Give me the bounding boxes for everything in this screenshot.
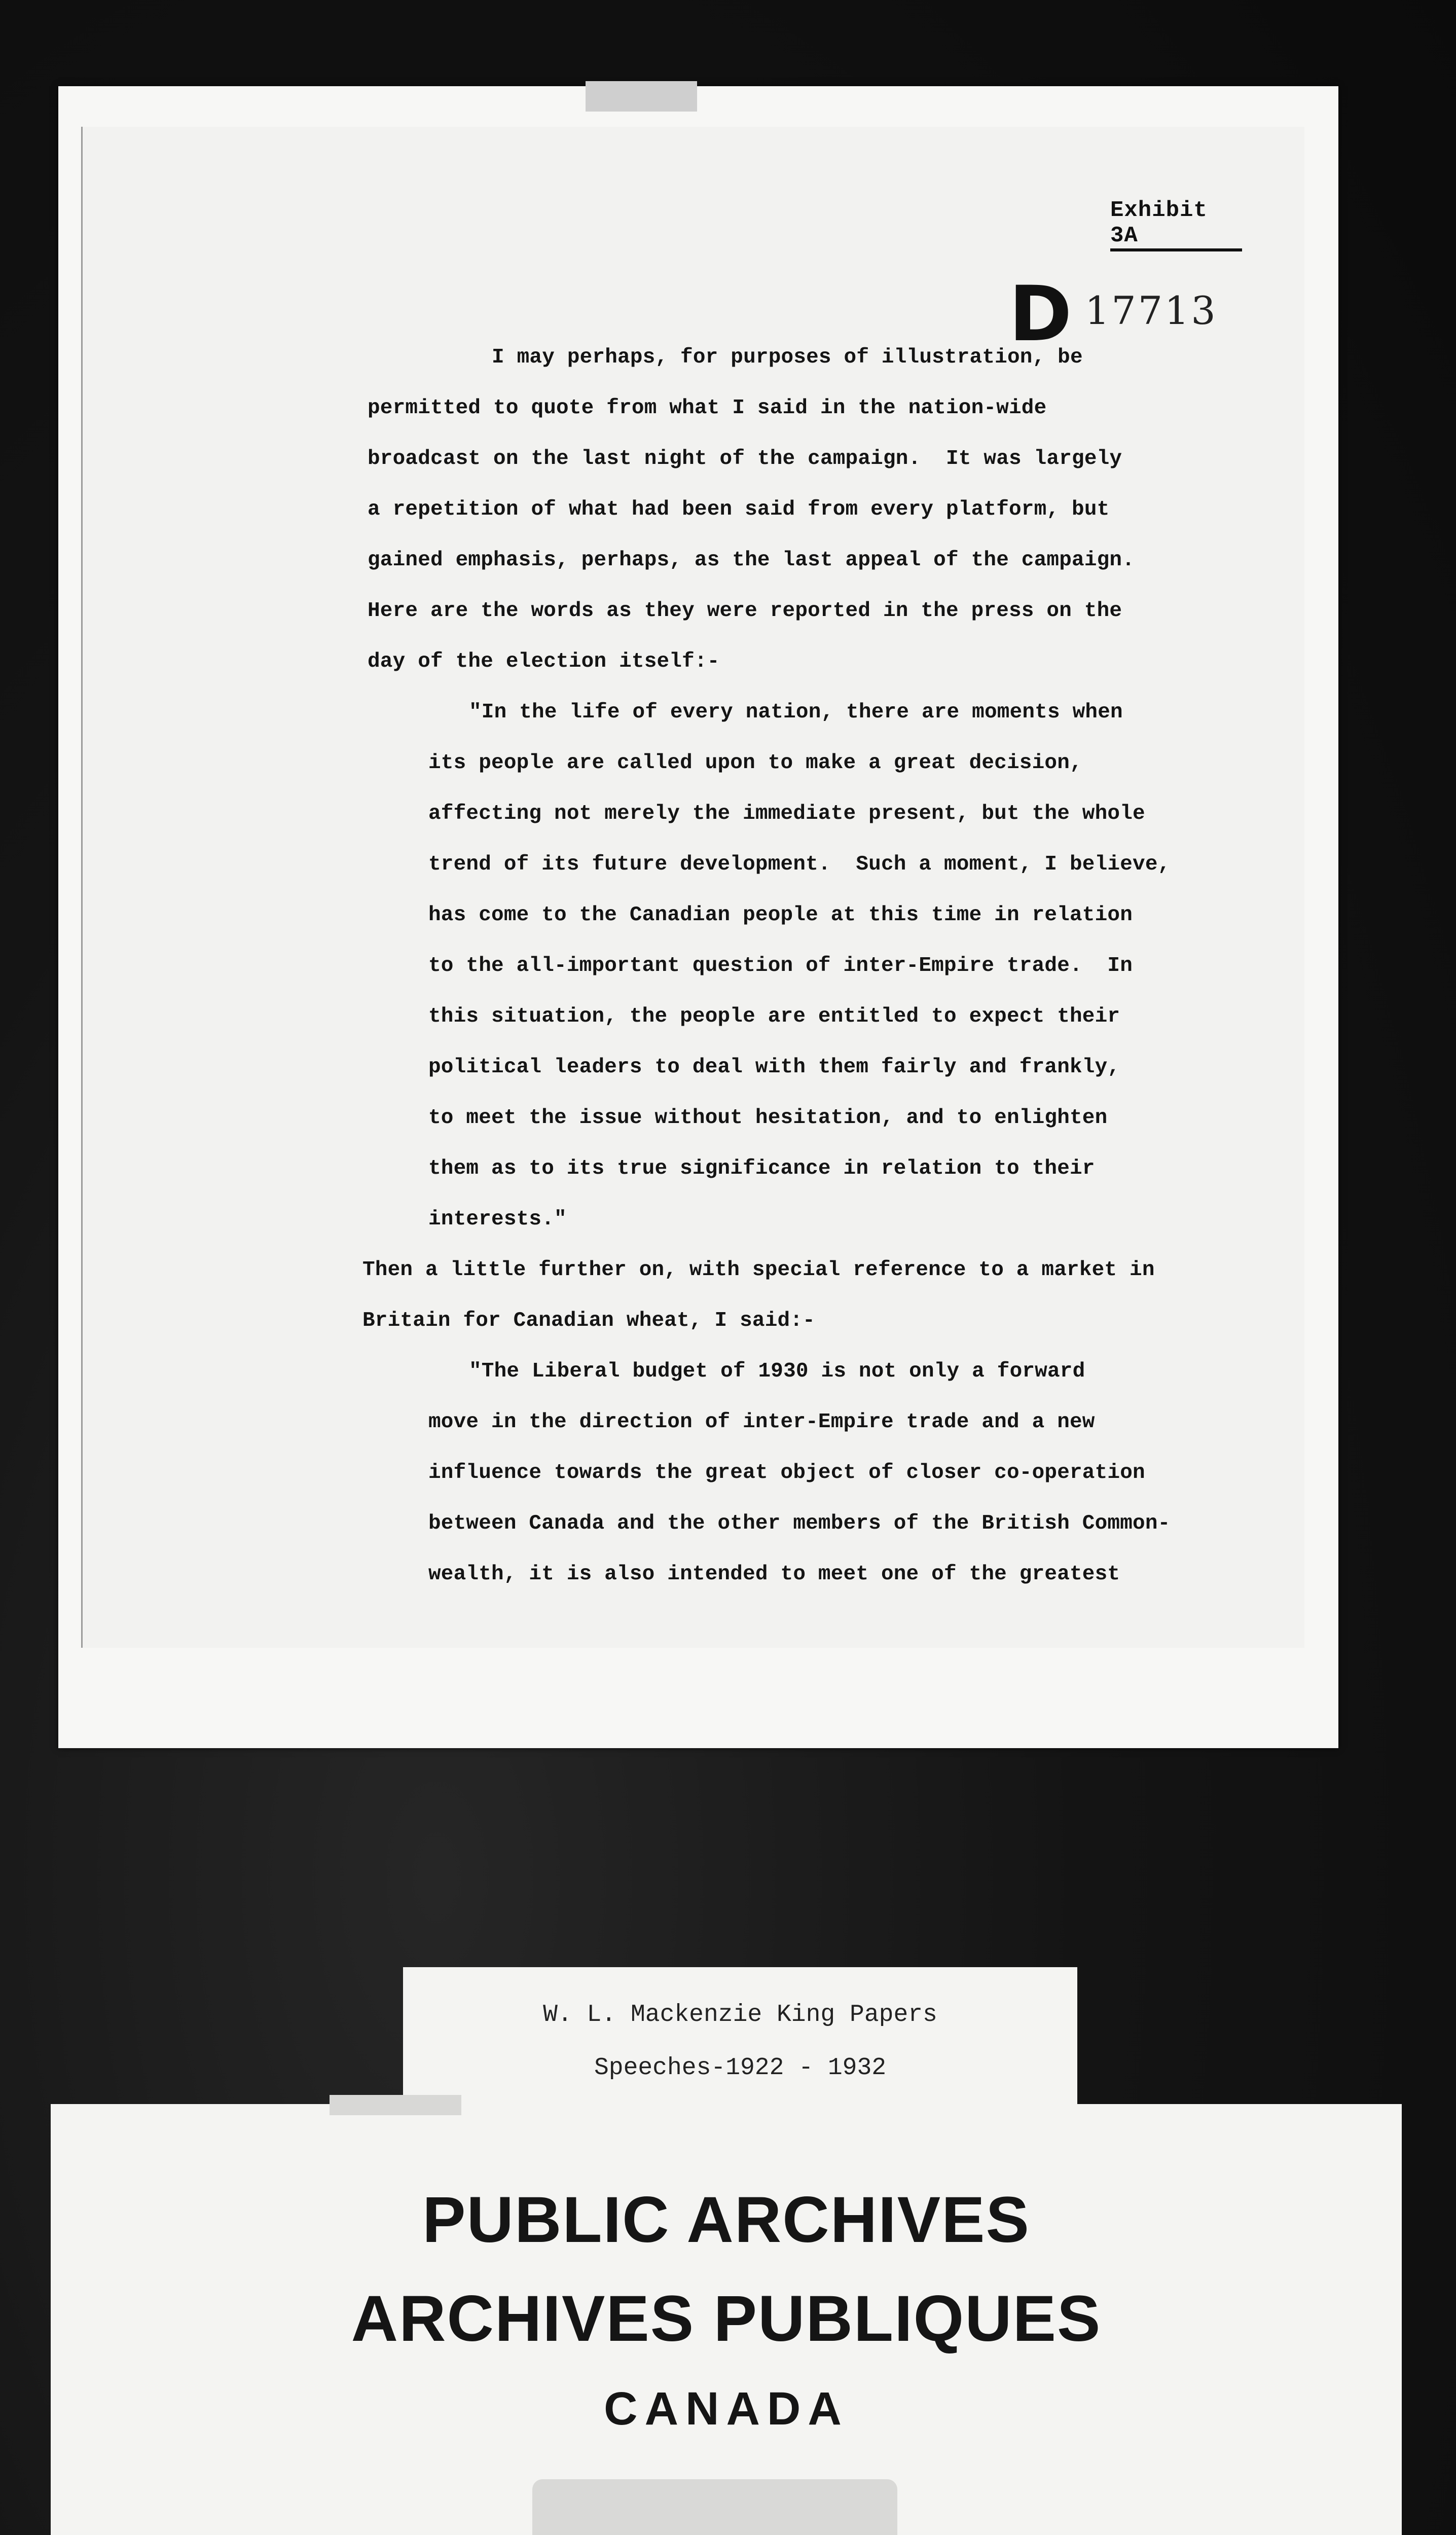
- text-line: Here are the words as they were reported in the press on the: [368, 599, 1122, 623]
- text-line: them as to its true significance in relation to their: [428, 1157, 1095, 1180]
- text-line: a repetition of what had been said from every platform, but: [368, 498, 1110, 521]
- text-line: to the all-important question of inter-Empire trade. In: [428, 954, 1133, 977]
- collection-label-card: [403, 1967, 1077, 2112]
- banner-bottom-tab: [532, 2479, 897, 2535]
- exhibit-label: Exhibit 3A: [1110, 198, 1242, 251]
- banner-title-english: PUBLIC ARCHIVES: [422, 2184, 1030, 2256]
- banner-tab: [330, 2095, 461, 2115]
- text-line: move in the direction of inter-Empire trade and a new: [428, 1410, 1095, 1434]
- page-tab: [586, 81, 697, 112]
- text-line: day of the election itself:-: [368, 650, 720, 673]
- text-line: gained emphasis, perhaps, as the last appeal of the campaign.: [368, 549, 1135, 572]
- stamp-letter: D: [1009, 270, 1072, 358]
- text-line: wealth, it is also intended to meet one of the greatest: [428, 1563, 1120, 1586]
- collection-series: Speeches-1922 - 1932: [594, 2054, 887, 2082]
- text-line: permitted to quote from what I said in the nation-wide: [368, 396, 1047, 420]
- text-line: broadcast on the last night of the campaign. It was largely: [368, 447, 1122, 470]
- text-line: "In the life of every nation, there are moments when: [469, 701, 1123, 724]
- text-line: between Canada and the other members of the British Common-: [428, 1512, 1171, 1535]
- text-line: interests.": [428, 1208, 567, 1231]
- text-line: has come to the Canadian people at this time in relation: [428, 903, 1133, 927]
- archives-banner: [51, 2104, 1402, 2535]
- text-line: its people are called upon to make a great decision,: [428, 751, 1082, 775]
- text-line: affecting not merely the immediate present, but the whole: [428, 802, 1145, 825]
- banner-country: CANADA: [604, 2383, 849, 2435]
- text-line: to meet the issue without hesitation, and to enlighten: [428, 1106, 1108, 1130]
- text-line: "The Liberal budget of 1930 is not only a forward: [469, 1360, 1085, 1383]
- text-line: influence towards the great object of closer co-operation: [428, 1461, 1145, 1484]
- text-line: Britain for Canadian wheat, I said:-: [362, 1309, 815, 1332]
- text-line: trend of its future development. Such a moment, I believe,: [428, 853, 1171, 876]
- stamp-number: 17713: [1085, 288, 1218, 333]
- text-line: Then a little further on, with special reference to a market in: [362, 1258, 1155, 1282]
- banner-title-french: ARCHIVES PUBLIQUES: [351, 2283, 1102, 2355]
- text-line: this situation, the people are entitled to expect their: [428, 1005, 1120, 1028]
- text-line: political leaders to deal with them fairly and frankly,: [428, 1056, 1120, 1079]
- collection-name: W. L. Mackenzie King Papers: [543, 2001, 937, 2029]
- text-line: I may perhaps, for purposes of illustration, be: [492, 346, 1083, 369]
